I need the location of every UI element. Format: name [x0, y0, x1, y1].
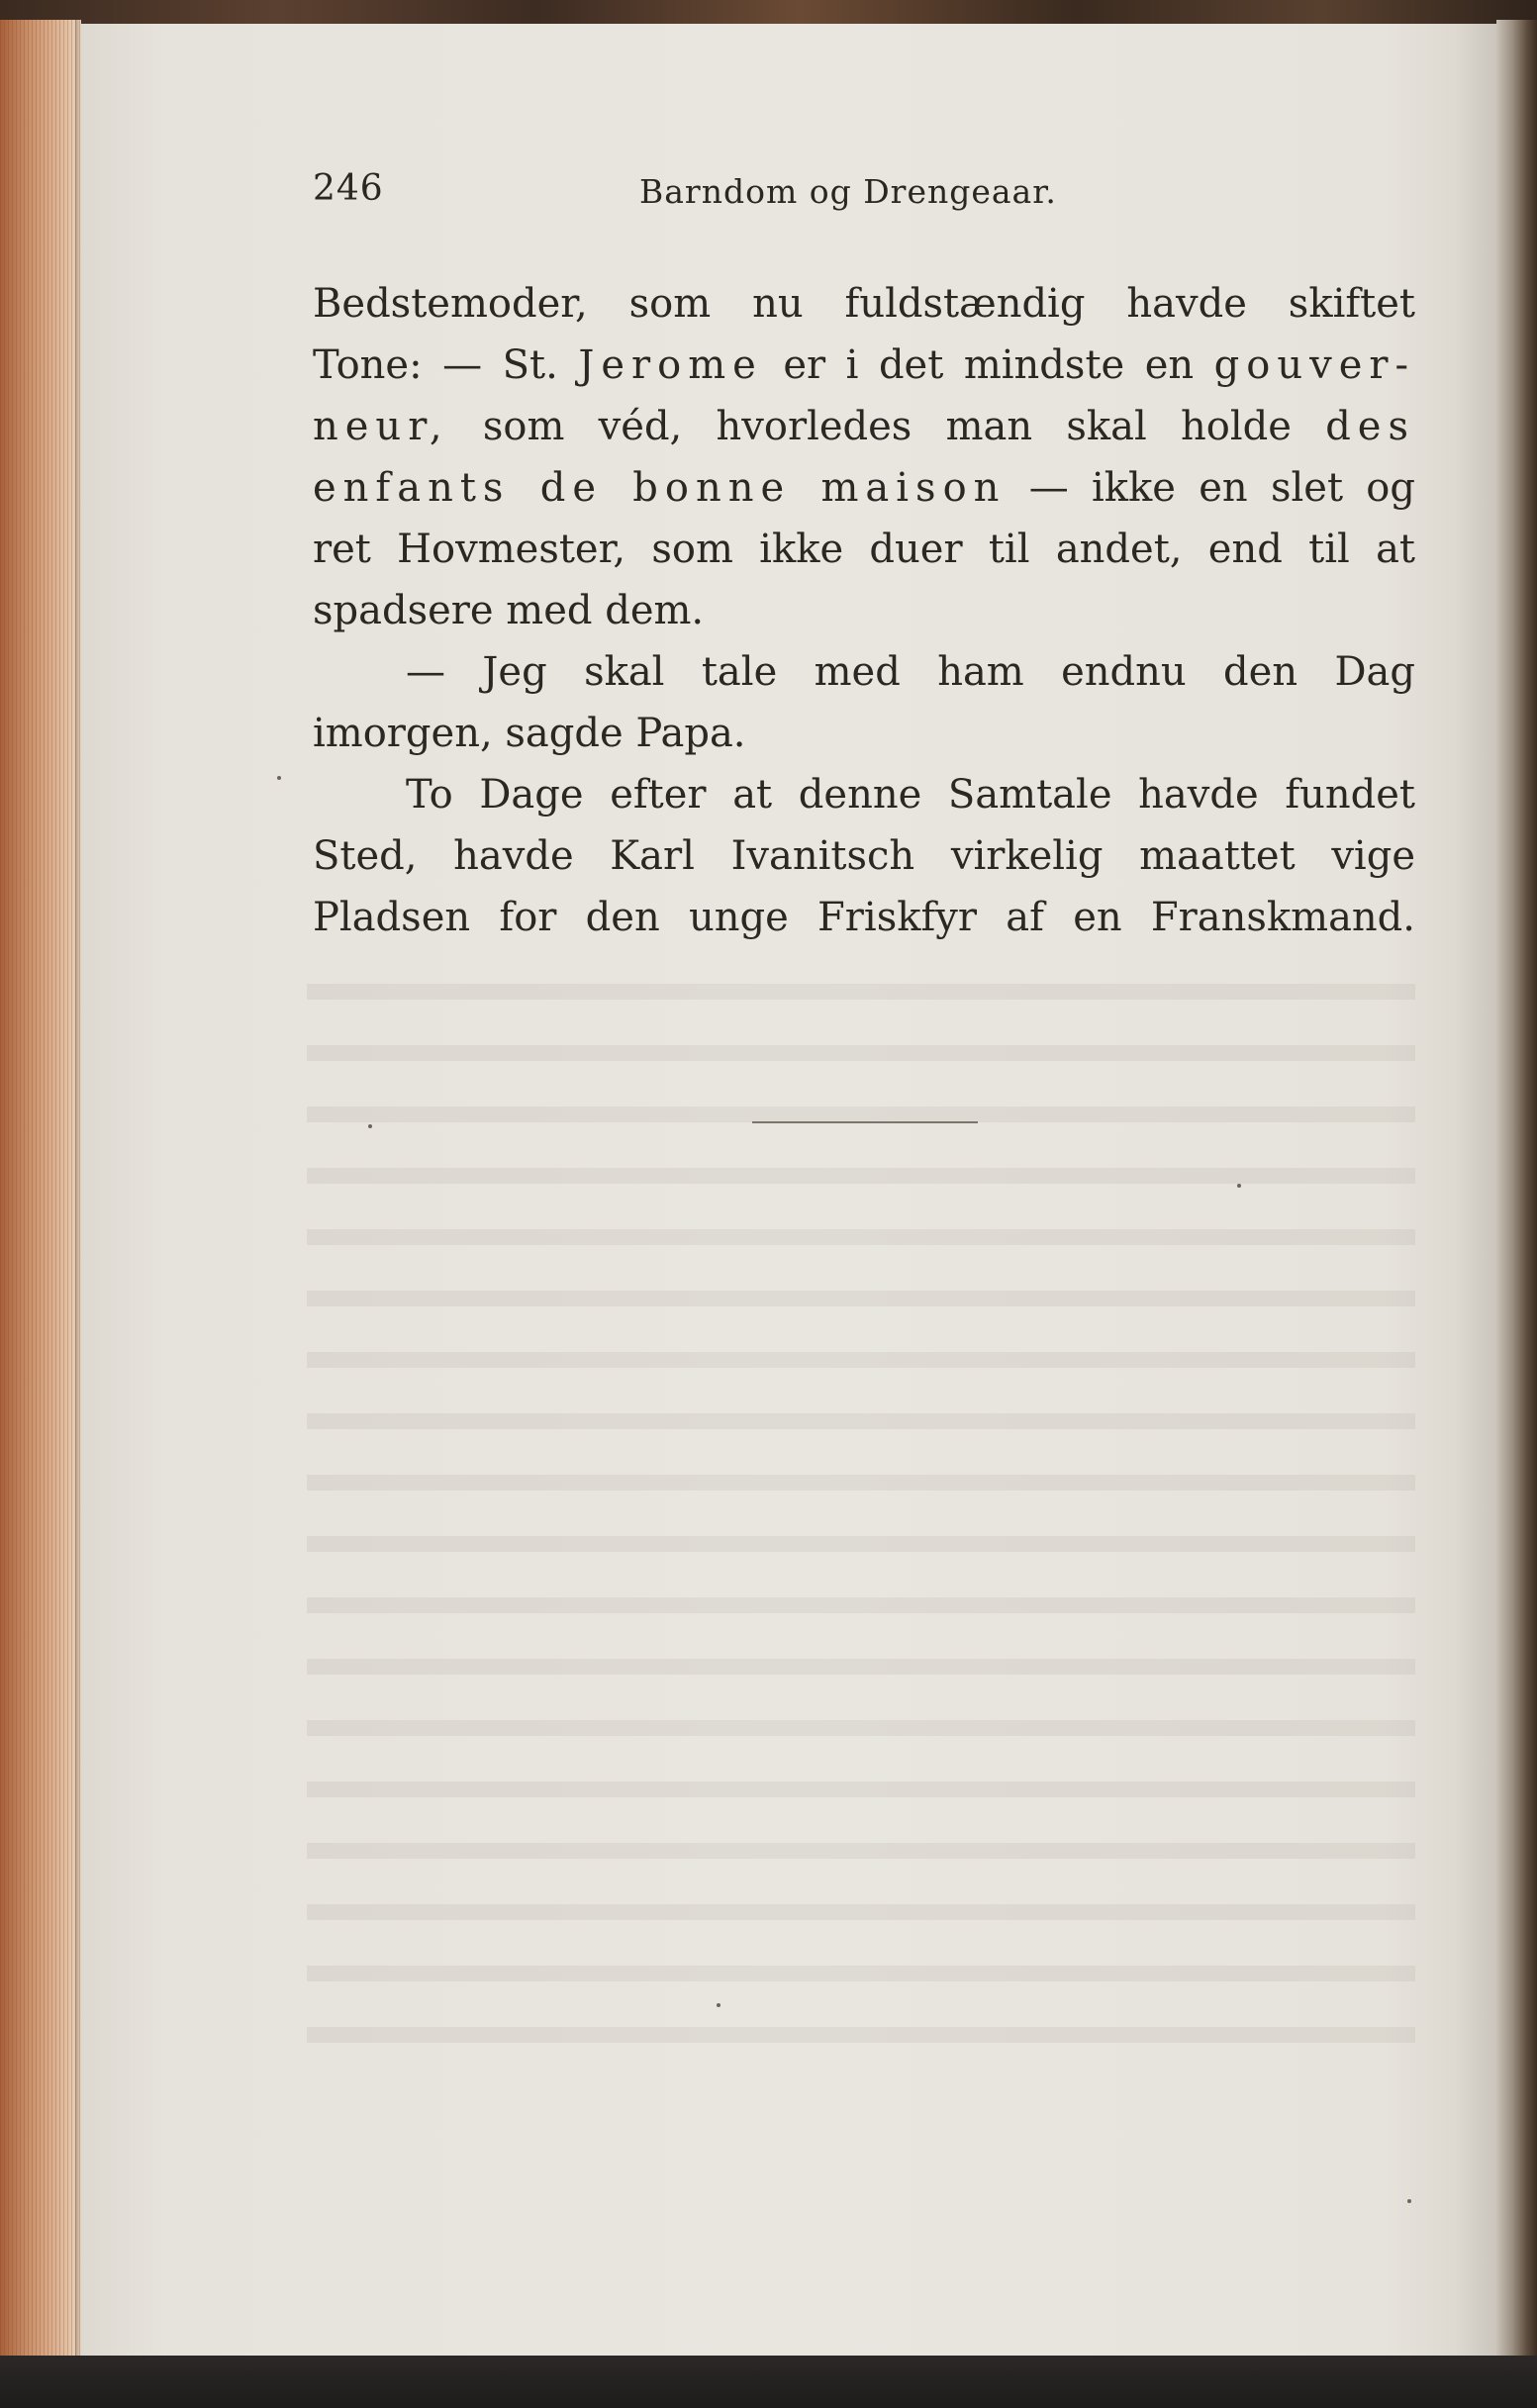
text-line-8: imorgen, sagde Papa. [313, 711, 746, 756]
paper-speck [368, 1124, 372, 1128]
book-bottom-edge [0, 2356, 1537, 2408]
paper-speck [277, 776, 281, 780]
spaced-phrase-enfants: enfants de bonne maison [313, 465, 1007, 511]
paper-speck [1237, 1184, 1241, 1188]
body-text [313, 273, 1415, 948]
text-line-10: Sted, havde Karl Ivanitsch virkelig maattet vige [313, 833, 1415, 879]
page-edge-stack [0, 20, 81, 2365]
text-line-6: spadsere med dem. [313, 588, 705, 633]
spaced-word-gouverneur-start: gouver- [1213, 342, 1416, 388]
text-line-7: — Jeg skal tale med ham endnu den Dag [406, 649, 1415, 695]
reverse-page-show-through [307, 950, 1415, 2078]
page-number: 246 [313, 168, 384, 209]
text-line-9: To Dage efter at denne Samtale havde fundet [406, 772, 1415, 818]
spaced-word-des: des [1325, 404, 1415, 449]
text-line-5: ret Hovmester, som ikke duer til andet, end til at [313, 527, 1415, 572]
spine-shadow [1455, 24, 1496, 2358]
paper-speck [717, 2003, 720, 2007]
text-line-11: Pladsen for den unge Friskfyr af en Franskmand. [313, 895, 1415, 940]
text-line-3: neur, som véd, hvorledes man skal holde des [313, 404, 1415, 449]
spaced-word-gouverneur-end: neur, [313, 404, 449, 449]
paper-speck [1407, 2199, 1411, 2203]
section-end-rule [752, 1121, 978, 1123]
text-line-1: Bedstemoder, som nu fuldstændig havde skiftet [313, 281, 1415, 327]
spaced-name-jerome: Jerome [578, 342, 763, 388]
running-head [313, 168, 1415, 228]
text-line-2: Tone: — St. Jerome er i det mindste en gouver- [313, 342, 1416, 388]
text-line-4: enfants de bonne maison — ikke en slet og [313, 465, 1415, 511]
book-right-edge [1496, 20, 1537, 2365]
running-title: Barndom og Drengeaar. [639, 172, 1057, 211]
